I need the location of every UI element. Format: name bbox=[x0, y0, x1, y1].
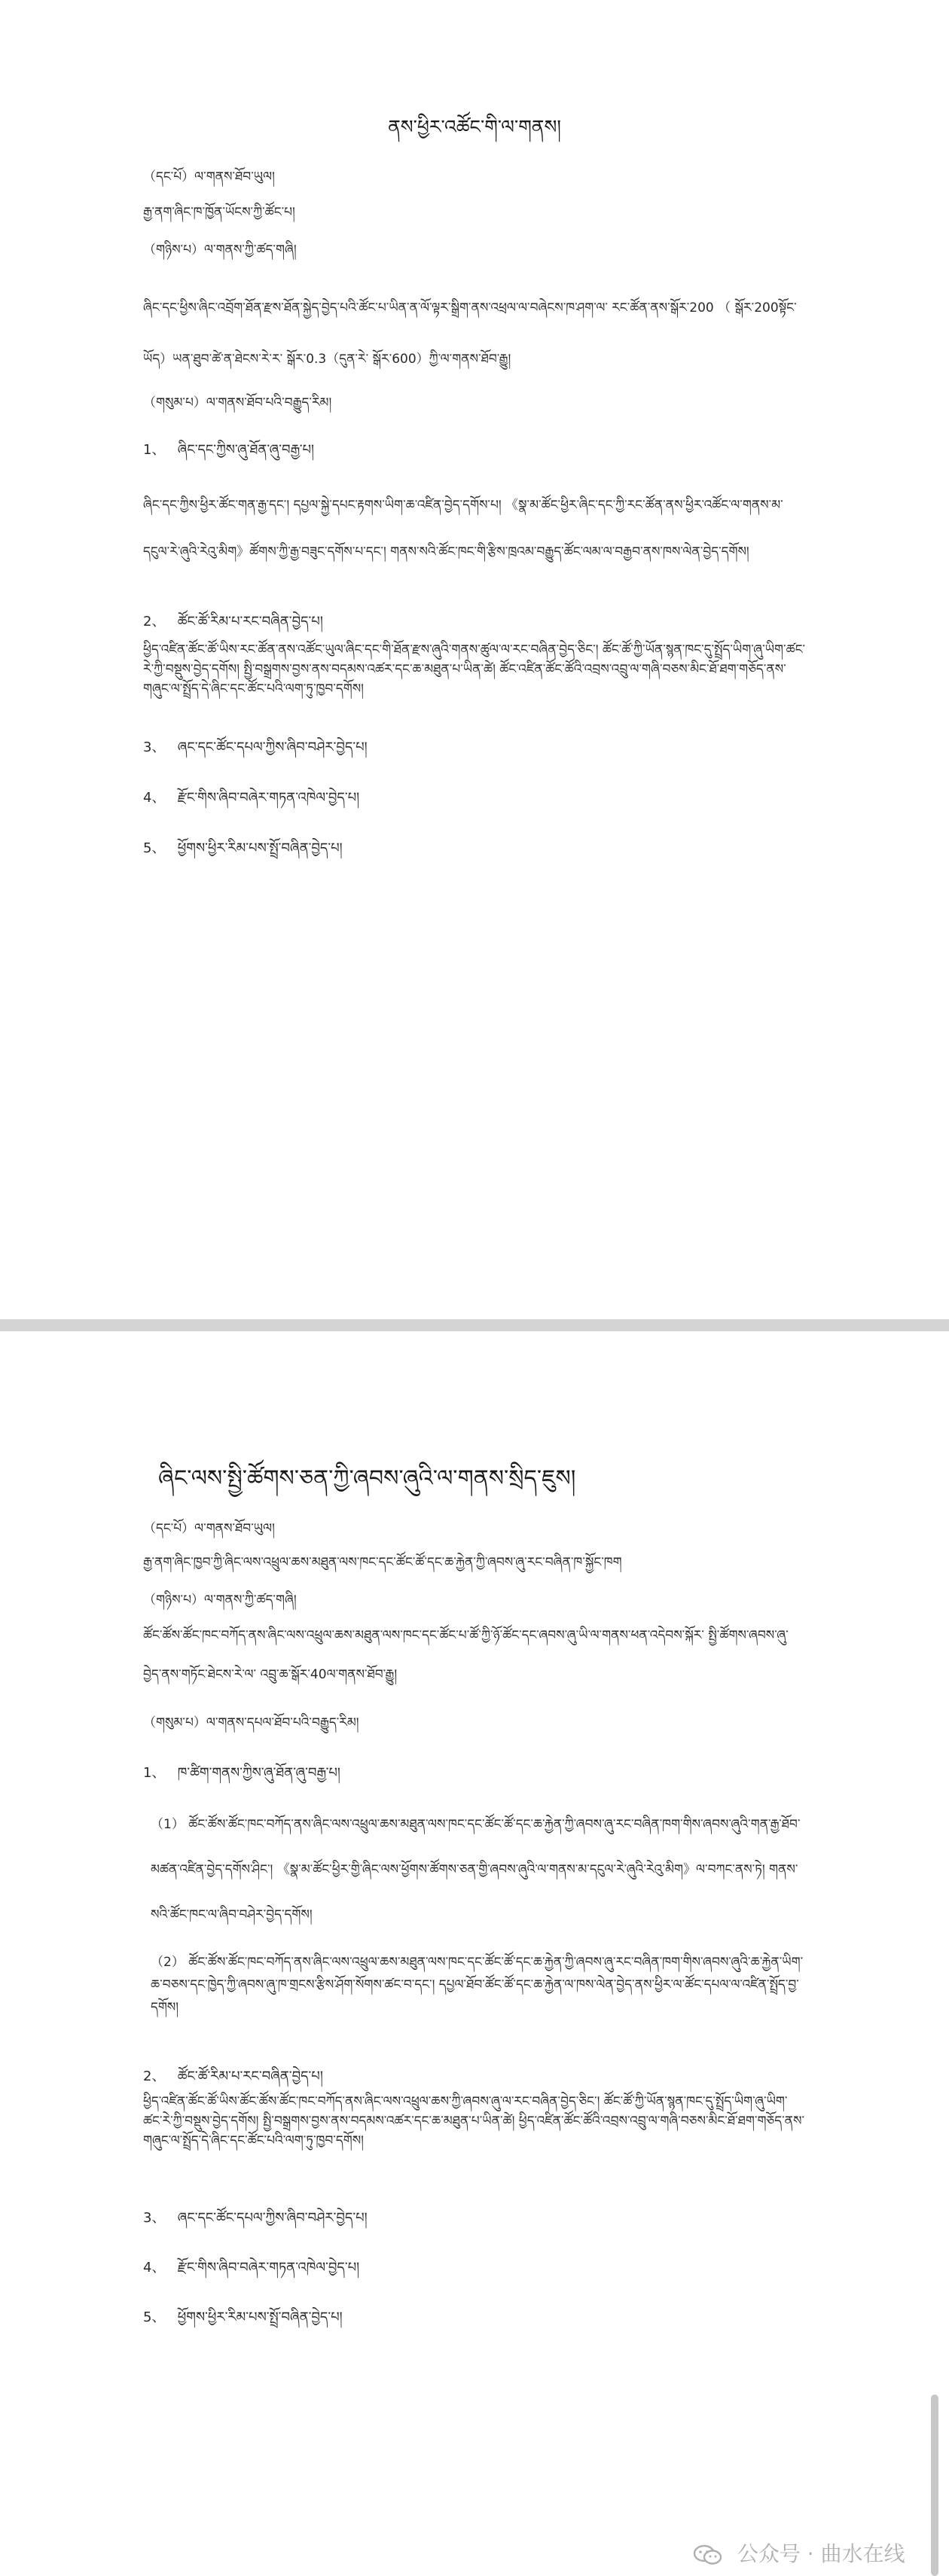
list-item-label: ཚོང་ཚོ་རིམ་པ་རང་བཞིན་བྱེད་པ། bbox=[177, 2068, 323, 2084]
list-item-label: ཞང་དང་ཚོང་དཔལ་ཀྱིས་ཞིབ་བཤེར་བྱེད་པ། bbox=[177, 2210, 368, 2226]
page-title: ཞིང་ལས་སྤྱི་ཚོགས་ཅན་ཀྱི་ཞབས་ཞུའི་ལ་གནས་སྲིད་ཇུས། bbox=[158, 1465, 576, 1492]
section-heading-1: （དང་པོ）ལ་གནས་ཐོབ་ཡུལ། bbox=[143, 1521, 275, 1536]
section-body-2: ཚོང་ཚོས་ཚོང་ཁང་བཀོད་ནས་ཞིང་ལས་འཕྲུལ་ཆས་མཐུན་ལས་ཁང་དང་ཚོང་པ་ཚོ་ཀྱི་ཉོ་ཚོང་དང་ཞབས་ཞུ་ཡི་ལ་གནས་ཕན་འདེབས་སྐོར་ སྤྱི་ཚོགས་ཞབས་ཞུ་བྱེད་ནས་གཏོང་ཐེངས་རེ་ལ་ འབྲུ་ཆ་སྒོར་40ལ་གནས་ཐོབ་རྒྱུ། bbox=[143, 1628, 789, 1682]
list-item-label: ཕྱོགས་ཕྱིར་རིམ་པས་སྤྲོ་བཞིན་བྱེད་པ། bbox=[177, 2309, 343, 2325]
list-item bbox=[143, 2253, 359, 2291]
list-item-body: ཕྱིད་འཛིན་ཚོང་ཚོ་ཡིས་ཚོང་ཚོས་ཚོང་ཁང་བཀོད་ནས་ཞིང་ལས་འཕྲུལ་ཆས་ཀྱི་ཞབས་ཞུ་ལ་རང་བཞིན་བྱེད་ཅིང་། ཚོང་ཚོ་ཀྱི་ཡོན་སྙན་ཁང་དུ་སྤྲོད་ཡིག་ཞུ་ཡིག་ཚང་རེ་ཀྱི་བསྡུས་བྱེད་དགོས། སྤྱི་བསྒྲགས་བྱས་ནས་བདམས་འཚར་དང་ཆ་མཐུན་པ་ཡིན་ཚེ། ཕྱིད་འཛིན་ཚོང་ཚོའི་འབྲས་འབྲུ་ལ་གཞི་བཅས་མིང་ཐོ་ཐག་གཅོད་ནས་གཞུང་ལ་སྤྲོད་དེ་ཞིང་དང་ཚོང་པའི་ལག་ཏུ་ཁྱབ་དགོས། bbox=[143, 2094, 805, 2148]
section-body-1: རྒྱ་ནག་ཞིང་ཁྱབ་ཀྱི་ཞིང་ལས་འཕྲུལ་ཆས་མཐུན་ལས་ཁང་དང་ཚོང་ཚོ་དང་ཆ་རྐྱེན་ཀྱི་ཞབས་ཞུ་རང་བཞིན་ཁ་སྐྱོང་ཁག bbox=[143, 1555, 622, 1570]
list-item bbox=[143, 783, 359, 821]
section-heading-3: （གསུམ་པ）ལ་གནས་དཔལ་ཐོབ་པའི་བརྒྱུད་རིམ། bbox=[143, 1715, 359, 1730]
list-item-body: ཞིང་དང་ཀྱིས་ཕྱིར་ཚོང་གན་རྒྱ་དང་། དཔྱལ་སྐྱེ་དཔང་རྟགས་ཡིག་ཆ་འཛིན་བྱེད་དགོས་པ། 《སྣ་མ་ཚོང་ཕྱིར་ཞིང་དང་ཀྱི་རང་ཚོན་ནས་ཕྱིར་འཚོང་ལ་གནས་མ་དངུལ་རེ་ཞུའི་རེའུ་མིག》ཚོགས་ཀྱི་རྒྱ་བཟུང་དགོས་པ་དང་། གནས་སའི་ཚོང་ཁང་གི་རྩིས་ཁྲའམ་བརྒྱུད་ཚོང་ལམ་ལ་བརྒྱབ་ནས་ཁས་ལེན་བྱེད་དགོས། bbox=[143, 498, 783, 559]
list-item-label: ཚོང་ཚོ་རིམ་པ་རང་བཞིན་བྱེད་པ། bbox=[177, 614, 323, 630]
page-separator bbox=[0, 1319, 949, 1331]
list-item-body: ཕྱིད་འཛིན་ཚོང་ཚོ་ཡིས་རང་ཚོན་ནས་འཚོང་ཡུལ་ཞིང་དང་གི་ཐོན་རྫས་ཞུའི་གནས་ཚུལ་ལ་རང་བཞིན་བྱེད་ཅིང་། ཚོང་ཚོ་ཀྱི་ཡོན་སྙན་ཁང་དུ་སྤྲོད་ཡིག་ཞུ་ཡིག་ཚང་རེ་ཀྱི་བསྡུས་བྱེད་དགོས། སྤྱི་བསྒྲགས་བྱས་ནས་བདམས་འཚར་དང་ཆ་མཐུན་པ་ཡིན་ཚེ། ཚོང་འཛིན་ཚོང་ཚོའི་འབྲས་འབྲུ་ལ་གཞི་བཅས་མིང་ཐོ་ཐག་གཅོད་ནས་གཞུང་ལ་སྤྲོད་དེ་ཞིང་དང་ཚོང་པའི་ལག་ཏུ་ཁྱབ་དགོས། bbox=[143, 642, 806, 697]
section-heading-1: （དང་པོ）ལ་གནས་ཐོབ་ཡུལ། bbox=[143, 169, 275, 184]
list-item-number: 2、 bbox=[143, 614, 166, 630]
section-heading-2: （གཉིས་པ）ལ་གནས་ཀྱི་ཚད་གཞི། bbox=[143, 242, 297, 258]
sub-item-number: （1） bbox=[151, 1817, 185, 1832]
section-body-1: རྒྱ་ནག་ཞིང་ཁ་ཁྱོན་ཡོངས་ཀྱི་ཚོང་པ། bbox=[143, 205, 295, 220]
list-item-label: ཞང་དང་ཚོང་དཔལ་ཀྱིས་ཞིབ་བཤེར་བྱེད་པ། bbox=[177, 739, 368, 755]
list-item-label: ཁ་ཚིག་གནས་ཀྱིས་ཞུ་ཐོན་ཞུ་བརྒྱ་པ། bbox=[177, 1765, 340, 1781]
list-item-label: ཕྱོགས་ཕྱིར་རིམ་པས་སྤྲོ་བཞིན་བྱེད་པ། bbox=[177, 840, 343, 856]
list-item-label: རྫོང་གིས་ཞིབ་བཞེར་གཏན་འཁེལ་བྱེད་པ། bbox=[177, 790, 360, 806]
section-heading-3: （གསུམ་པ）ལ་གནས་ཐོབ་པའི་བརྒྱུད་རིམ། bbox=[143, 395, 332, 410]
list-item-number: 4、 bbox=[143, 790, 166, 806]
list-item-label: རྫོང་གིས་ཞིབ་བཞེར་གཏན་འཁེལ་བྱེད་པ། bbox=[177, 2260, 360, 2276]
list-item bbox=[143, 733, 368, 770]
sub-item-2 bbox=[151, 1951, 813, 2019]
section-heading-2: （གཉིས་པ）ལ་གནས་ཀྱི་ཚད་གཞི། bbox=[143, 1593, 297, 1608]
watermark-text: 公众号 · 曲水在线 bbox=[737, 2541, 905, 2566]
list-item-number: 5、 bbox=[143, 840, 166, 856]
list-item-number: 3、 bbox=[143, 2210, 166, 2226]
list-item-number: 3、 bbox=[143, 739, 166, 755]
sub-item-1 bbox=[151, 1802, 813, 1937]
watermark bbox=[693, 2538, 905, 2568]
sub-item-body: ཚོང་ཚོས་ཚོང་ཁང་བཀོད་ནས་ཞིང་ལས་འཕྲུལ་ཆས་མཐུན་ལས་ཁང་དང་ཚོང་ཚོ་དང་ཆ་རྐྱེན་ཀྱི་ཞབས་ཞུ་རང་བཞིན་ཁག་གིས་ཞབས་ཞུའི་གན་རྒྱ་ཐོབ་མཚན་འཛིན་བྱེད་དགོས་ཤིང་། 《སྣ་མ་ཚོང་ཕྱིར་གྱི་ཞིང་ལས་ཕྱོགས་ཚོགས་ཅན་གྱི་ཞབས་ཞུའི་ལ་གནས་མ་དངུལ་རེ་ཞུའི་རེའུ་མིག》ལ་བཀང་ནས་ཏེ། གནས་སའི་ཚོང་ཁང་ལ་ཞིབ་བཤེར་བྱེད་དགོས། bbox=[151, 1817, 801, 1922]
list-item-number: 5、 bbox=[143, 2309, 166, 2325]
list-item bbox=[143, 834, 343, 871]
sub-item-body: ཚོང་ཚོས་ཚོང་ཁང་བཀོད་ནས་ཞིང་ལས་འཕྲུལ་ཆས་མཐུན་ལས་ཁང་དང་ཚོང་ཚོ་དང་ཆ་རྐྱེན་ཀྱི་ཞབས་ཞུ་རང་བཞིན་ཁག་གིས་ཞབས་ཞུའི་ཆ་རྐྱེན་ཡིག་ཆ་བཅས་དང་ཁྱེད་ཀྱི་ཞབས་ཞུ་ཁ་གྲངས་རྩིས་ཤོག་སོགས་ཚང་བ་དང་། དཔྱལ་ཐོབ་ཚོང་ཚོ་དང་ཆ་རྐྱེན་ལ་ཁས་ལེན་བྱེད་ནས་ཕྱིར་ལ་ཚོང་དཔལ་ལ་འཛིན་སྤྲོད་བྱ་དགོས། bbox=[151, 1955, 804, 2015]
list-item-number: 2、 bbox=[143, 2068, 166, 2084]
page-title: ནས་ཕྱིར་འཚོང་གི་ལ་གནས། bbox=[388, 116, 561, 138]
list-item-number: 4、 bbox=[143, 2260, 166, 2276]
list-item-number: 1、 bbox=[143, 442, 166, 458]
sub-item-number: （2） bbox=[151, 1955, 185, 1970]
list-item bbox=[143, 2303, 343, 2340]
list-item-label: ཞིང་དང་ཀྱིས་ཞུ་ཐོན་ཞུ་བརྒྱ་པ། bbox=[177, 442, 315, 458]
scrollbar[interactable] bbox=[931, 2395, 938, 2576]
document-page-2 bbox=[0, 1331, 949, 2576]
list-item-number: 1、 bbox=[143, 1765, 166, 1781]
list-item bbox=[143, 1758, 340, 1796]
list-item bbox=[143, 607, 323, 645]
list-item bbox=[143, 435, 314, 473]
section-body-2: ཞིང་དང་ཕྱིས་ཞིང་འབྲོག་ཐོན་རྫས་ཐོན་སྐྱེད་བྱེད་པའི་ཚོང་པ་ཡིན་ན་ལོ་ལྟར་སྒྲིག་ནས་འཕྲལ་ལ་བཞེངས་ཁ་ཤག་ལ་ རང་ཚོན་ནས་སྒོར་200 （ སྒོར་200སྟོང་ཡོད）ཡན་ཐུབ་ཚེ་ན་ཐེངས་རེ་ར་ སྒོར་0.3（དུན་རེ་ སྒོར་600）ཀྱི་ལ་གནས་ཐོབ་རྒྱུ། bbox=[143, 300, 797, 367]
wechat-icon bbox=[693, 2544, 723, 2566]
list-item bbox=[143, 2203, 368, 2241]
